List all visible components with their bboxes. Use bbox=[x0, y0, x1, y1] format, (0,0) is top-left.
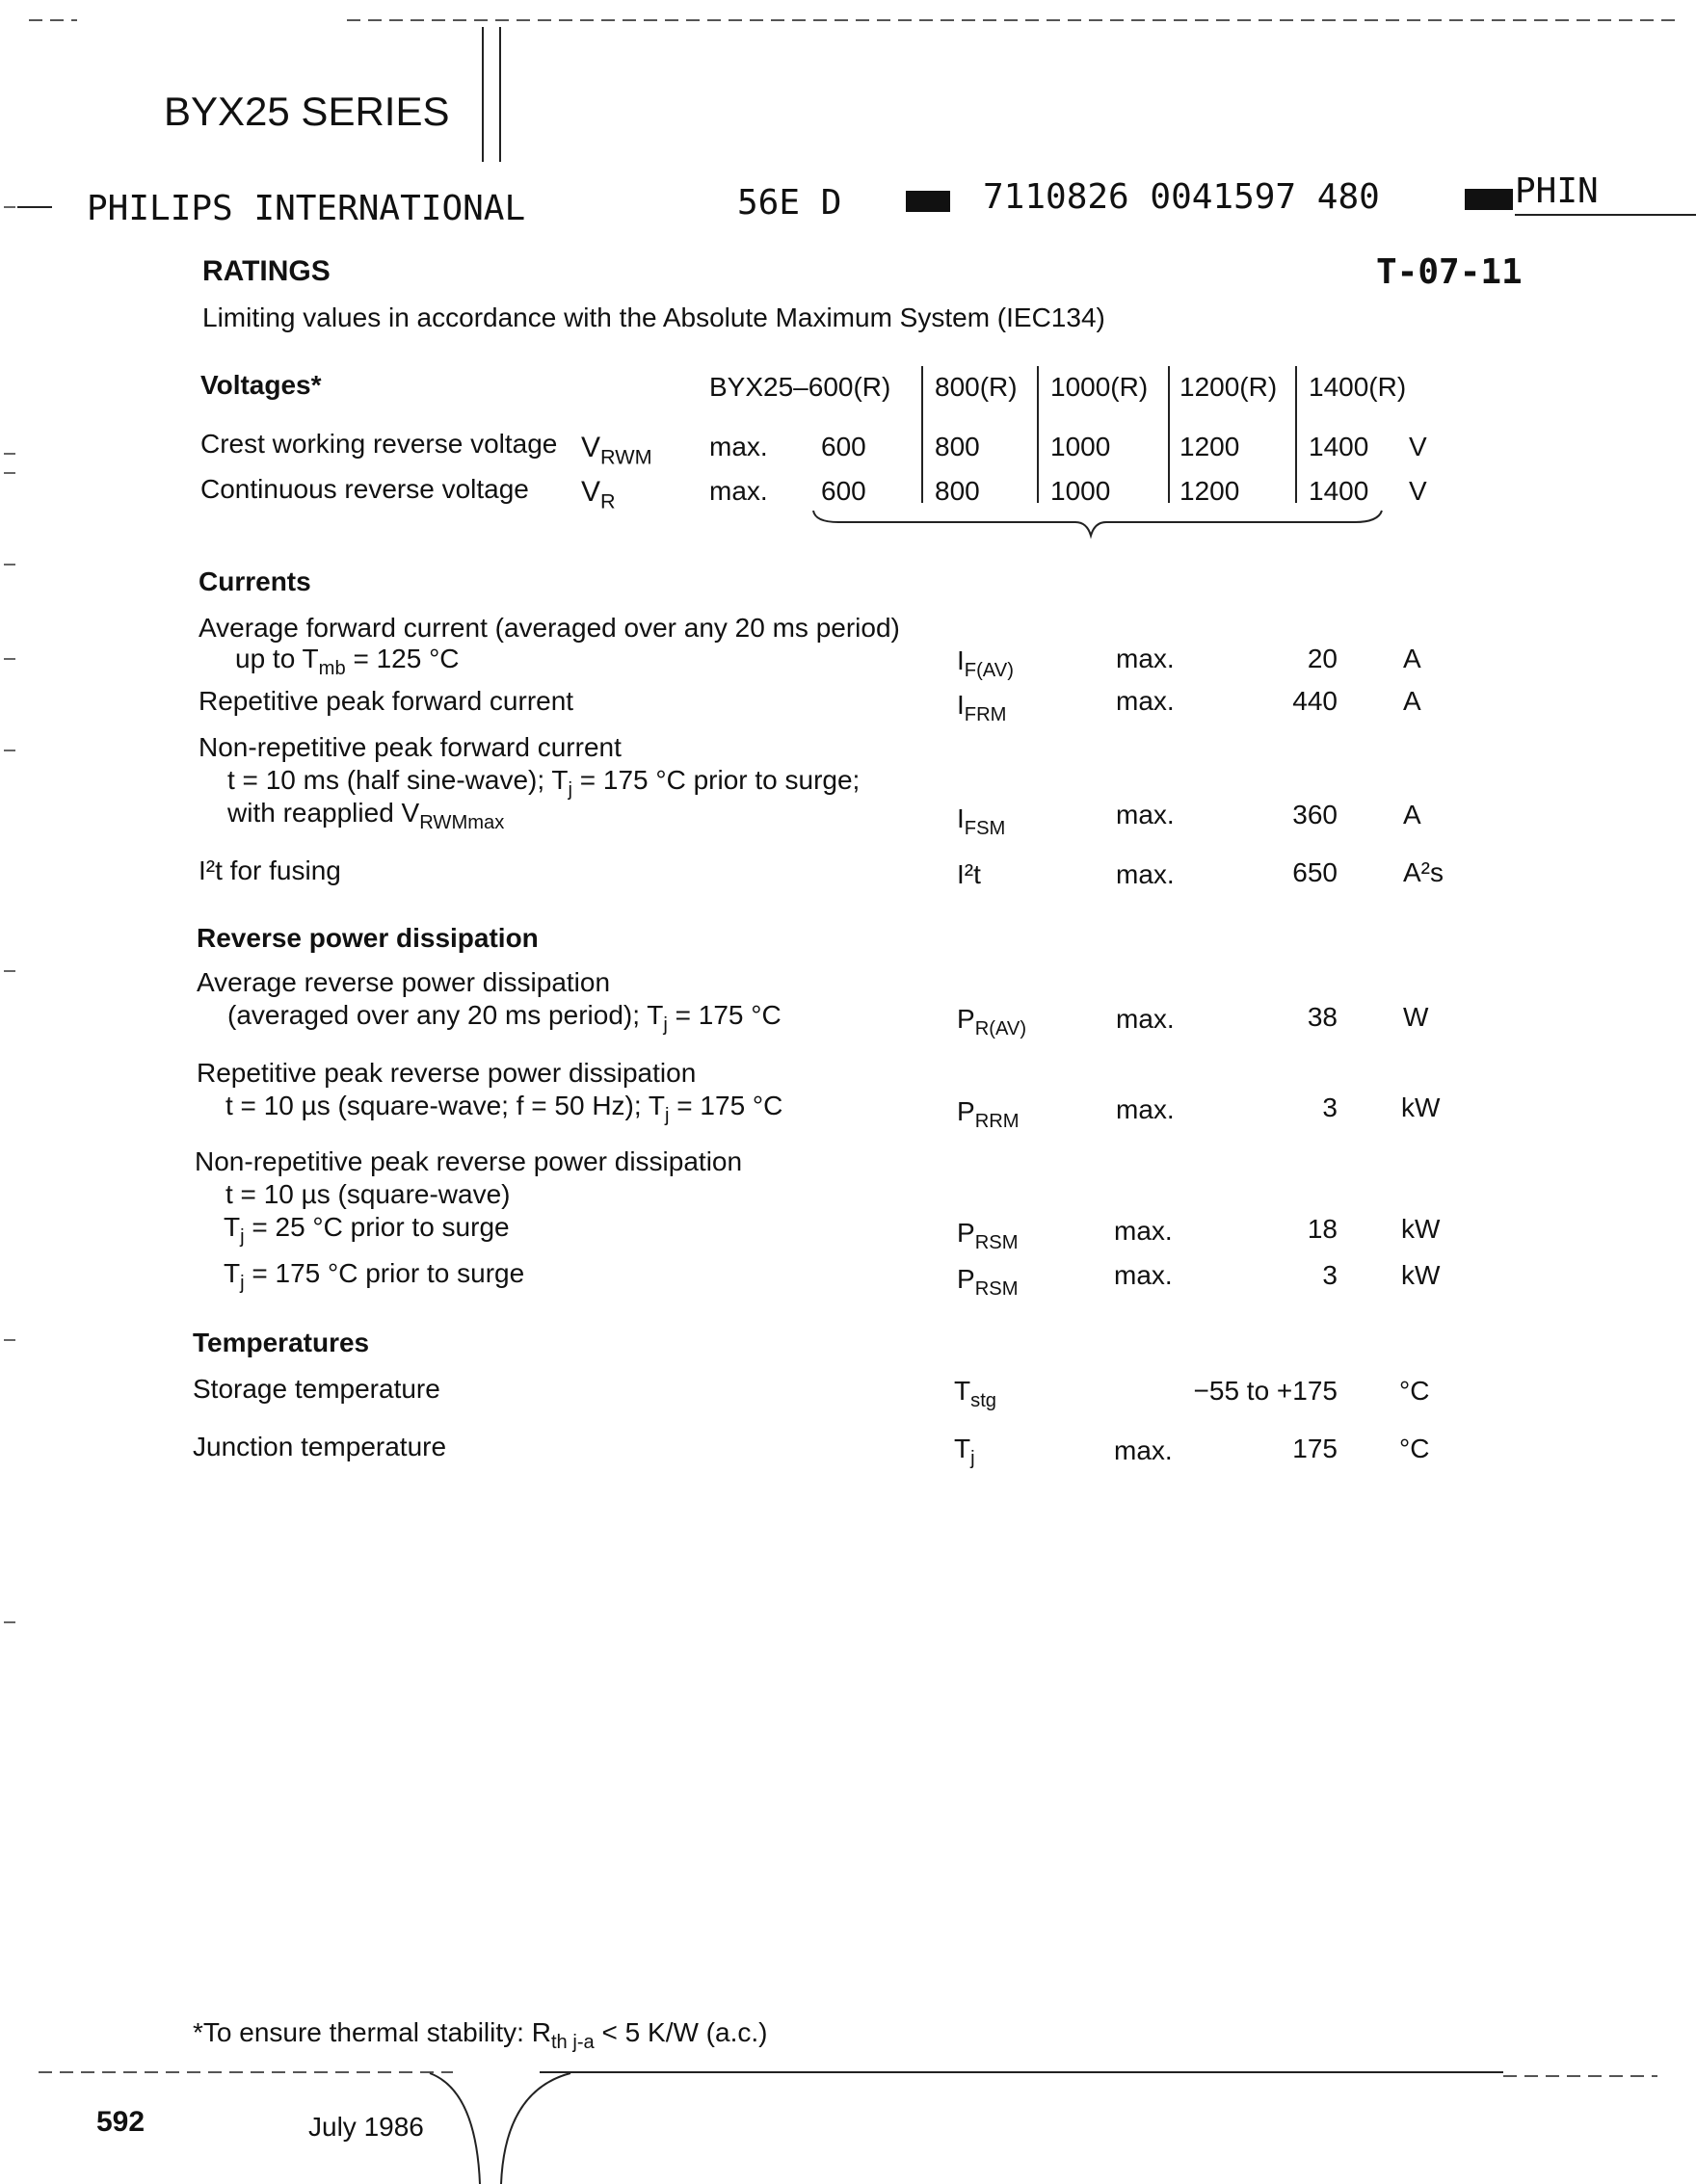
code-3: PHIN bbox=[1515, 171, 1599, 211]
prsm-line1: Non-repetitive peak reverse power dissipation bbox=[195, 1146, 743, 1176]
vr-qualifier: max. bbox=[709, 476, 768, 506]
ifrm-qualifier: max. bbox=[1116, 686, 1175, 716]
prsm-b-value: 3 bbox=[1322, 1260, 1338, 1290]
header-left-dash bbox=[17, 206, 52, 208]
vrwm-symbol: $V_{RWM}$ bbox=[581, 432, 652, 469]
vrwm-unit: V bbox=[1409, 432, 1427, 461]
margin-tick bbox=[4, 750, 15, 751]
prsm-a-symbol: $P_{RSM}$ bbox=[957, 1218, 1019, 1254]
footer-rule-far-right bbox=[1503, 2075, 1657, 2077]
prsm-a-condition: $T_j = 25$ °C prior to surge bbox=[224, 1212, 510, 1249]
tstg-symbol: $T_{stg}$ bbox=[954, 1376, 996, 1412]
vrwm-value: 800 bbox=[935, 432, 980, 461]
type-col-1000: 1000(R) bbox=[1050, 372, 1149, 402]
ifsm-line3: with reapplied $V_{RWMmax}$ bbox=[227, 798, 505, 834]
top-dash-left bbox=[29, 19, 77, 21]
prav-qualifier: max. bbox=[1116, 1004, 1175, 1034]
prsm-line2: t = 10 µs (square-wave) bbox=[225, 1179, 511, 1209]
prsm-b-unit: kW bbox=[1401, 1260, 1441, 1290]
footer-rule-right bbox=[540, 2071, 1503, 2073]
tj-value: 175 bbox=[1292, 1434, 1338, 1463]
code-1: 56E D bbox=[737, 183, 842, 223]
vr-label: Continuous reverse voltage bbox=[200, 474, 529, 504]
margin-tick bbox=[4, 206, 15, 208]
vrwm-value: 1000 bbox=[1050, 432, 1111, 461]
black-bar bbox=[1465, 189, 1513, 210]
i2t-symbol: I²t bbox=[957, 859, 981, 889]
tstg-value: −55 to +175 bbox=[1193, 1376, 1338, 1406]
tj-symbol: $T_j$ bbox=[954, 1434, 975, 1470]
vr-value: 1200 bbox=[1179, 476, 1240, 506]
prsm-a-qualifier: max. bbox=[1114, 1216, 1173, 1246]
ifsm-value: 360 bbox=[1292, 800, 1338, 829]
temperatures-title: Temperatures bbox=[193, 1328, 370, 1357]
prav-symbol: $P_{R(AV)}$ bbox=[957, 1004, 1027, 1040]
ratings-title: RATINGS bbox=[202, 255, 331, 287]
ifav-line2: up to $T_{mb} = 125$ °C bbox=[235, 644, 460, 680]
type-prefix: BYX25– bbox=[709, 372, 808, 402]
margin-tick bbox=[4, 658, 15, 660]
vrwm-value: 600 bbox=[821, 432, 866, 461]
margin-tick bbox=[4, 970, 15, 972]
prrm-value: 3 bbox=[1322, 1092, 1338, 1122]
vrwm-qualifier: max. bbox=[709, 432, 768, 461]
margin-tick bbox=[4, 1339, 15, 1341]
prsm-a-unit: kW bbox=[1401, 1214, 1441, 1244]
binding-line bbox=[482, 27, 484, 162]
tj-label: Junction temperature bbox=[193, 1432, 447, 1461]
footer-date: July 1986 bbox=[308, 2112, 424, 2142]
margin-tick bbox=[4, 453, 15, 455]
vrwm-value: 1400 bbox=[1309, 432, 1369, 461]
value-brace bbox=[809, 509, 1388, 541]
ifav-line1: Average forward current (averaged over any 20 ms period) bbox=[199, 613, 900, 643]
i2t-label: I²t for fusing bbox=[199, 855, 341, 885]
company-name: PHILIPS INTERNATIONAL bbox=[87, 189, 526, 228]
vrwm-value: 1200 bbox=[1179, 432, 1240, 461]
header-rule bbox=[1515, 214, 1696, 216]
prrm-symbol: $P_{RRM}$ bbox=[957, 1096, 1020, 1133]
ifsm-line1: Non-repetitive peak forward current bbox=[199, 732, 622, 762]
footer-rule-left bbox=[39, 2071, 453, 2073]
footer-binding-curve bbox=[424, 2071, 578, 2184]
prrm-line1: Repetitive peak reverse power dissipation bbox=[197, 1058, 697, 1088]
vr-value: 800 bbox=[935, 476, 980, 506]
vr-unit: V bbox=[1409, 476, 1427, 506]
ifav-qualifier: max. bbox=[1116, 644, 1175, 673]
col-divider bbox=[1295, 366, 1297, 503]
footnote: *To ensure thermal stability: $R_{th j-a} < 5$ K/W (a.c.) bbox=[193, 2017, 768, 2054]
col-divider bbox=[1168, 366, 1170, 503]
prsm-b-symbol: $P_{RSM}$ bbox=[957, 1264, 1019, 1301]
col-divider bbox=[1037, 366, 1039, 503]
type-col-0 bbox=[709, 372, 890, 403]
ifav-symbol: $I_{F(AV)}$ bbox=[957, 645, 1014, 682]
tj-unit: °C bbox=[1399, 1434, 1430, 1463]
reverse-power-title: Reverse power dissipation bbox=[197, 923, 539, 953]
type-col-1400: 1400(R) bbox=[1309, 372, 1407, 402]
voltages-title: Voltages* bbox=[200, 370, 322, 400]
tstg-label: Storage temperature bbox=[193, 1374, 440, 1404]
prrm-unit: kW bbox=[1401, 1092, 1441, 1122]
ifav-value: 20 bbox=[1307, 644, 1338, 673]
vr-symbol: $V_R$ bbox=[581, 476, 616, 513]
prsm-b-condition: $T_j = 175$ °C prior to surge bbox=[224, 1258, 525, 1295]
ifsm-line2: t = 10 ms (half sine-wave); $T_j = 175$ °C prior to surge; bbox=[227, 765, 861, 802]
ifrm-value: 440 bbox=[1292, 686, 1338, 716]
ifrm-symbol: $I_{FRM}$ bbox=[957, 690, 1007, 726]
prsm-a-value: 18 bbox=[1307, 1214, 1338, 1244]
col-divider bbox=[921, 366, 923, 503]
series-title: BYX25 SERIES bbox=[164, 89, 450, 134]
ifsm-symbol: $I_{FSM}$ bbox=[957, 803, 1006, 840]
binding-line bbox=[499, 27, 501, 162]
tstg-unit: °C bbox=[1399, 1376, 1430, 1406]
margin-tick bbox=[4, 472, 15, 474]
i2t-qualifier: max. bbox=[1116, 859, 1175, 889]
tj-qualifier: max. bbox=[1114, 1435, 1173, 1465]
margin-tick bbox=[4, 1621, 15, 1623]
vrwm-label: Crest working reverse voltage bbox=[200, 429, 558, 459]
currents-title: Currents bbox=[199, 566, 311, 596]
intro-text: Limiting values in accordance with the Absolute Maximum System (IEC134) bbox=[202, 303, 1105, 332]
i2t-unit: A²s bbox=[1403, 857, 1444, 887]
prav-unit: W bbox=[1403, 1002, 1429, 1032]
prsm-b-qualifier: max. bbox=[1114, 1260, 1173, 1290]
prav-line2: (averaged over any 20 ms period); $T_j = 175$ °C bbox=[227, 1000, 782, 1037]
ifsm-qualifier: max. bbox=[1116, 800, 1175, 829]
type-col-800: 800(R) bbox=[935, 372, 1018, 402]
top-dash-line bbox=[347, 19, 1677, 21]
black-bar bbox=[906, 191, 950, 212]
prrm-line2: t = 10 µs (square-wave; f = 50 Hz); $T_j = 175$ °C bbox=[225, 1091, 783, 1127]
ifrm-unit: A bbox=[1403, 686, 1421, 716]
ifrm-label: Repetitive peak forward current bbox=[199, 686, 574, 716]
prav-value: 38 bbox=[1307, 1002, 1338, 1032]
margin-tick bbox=[4, 564, 15, 566]
type-col-1200: 1200(R) bbox=[1179, 372, 1278, 402]
i2t-value: 650 bbox=[1292, 857, 1338, 887]
prav-line1: Average reverse power dissipation bbox=[197, 967, 611, 997]
ifsm-unit: A bbox=[1403, 800, 1421, 829]
page-number: 592 bbox=[96, 2106, 146, 2138]
ifav-unit: A bbox=[1403, 644, 1421, 673]
vr-value: 1400 bbox=[1309, 476, 1369, 506]
type-col-600: 600(R) bbox=[808, 372, 891, 402]
prrm-qualifier: max. bbox=[1116, 1094, 1175, 1124]
vr-value: 600 bbox=[821, 476, 866, 506]
code-2: 7110826 0041597 480 bbox=[983, 177, 1380, 217]
reference-code: T-07-11 bbox=[1376, 252, 1523, 292]
vr-value: 1000 bbox=[1050, 476, 1111, 506]
